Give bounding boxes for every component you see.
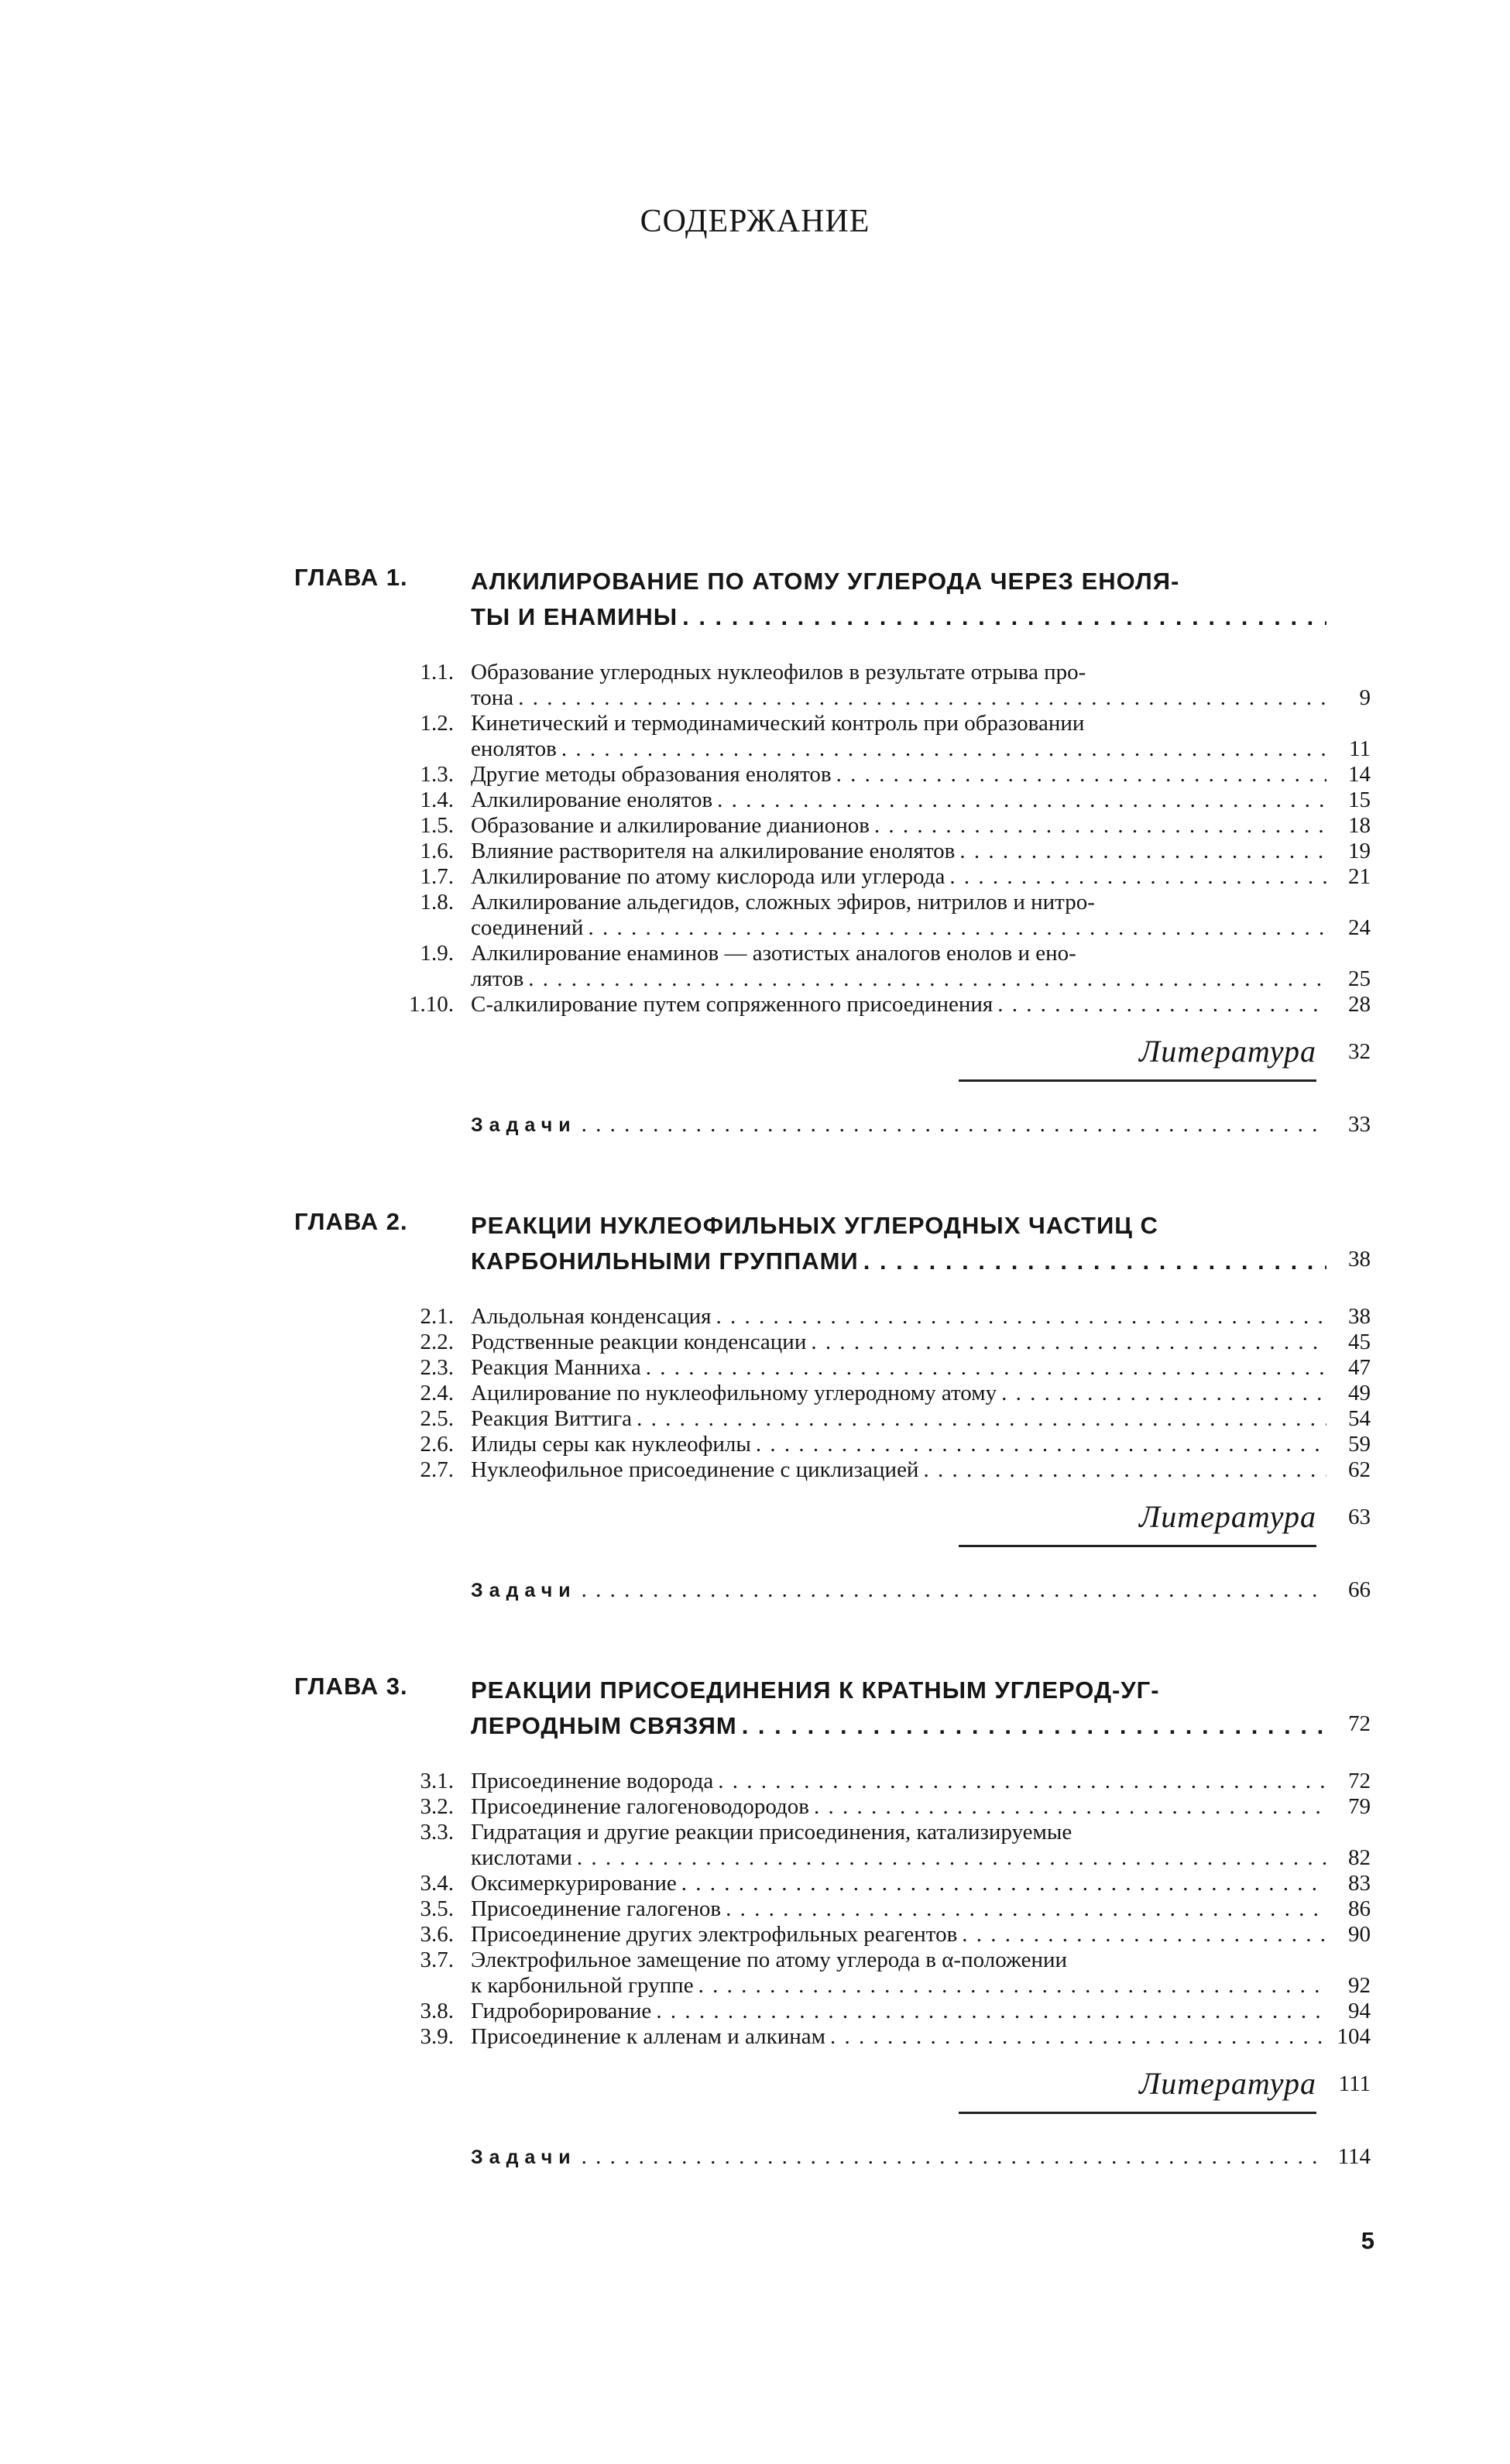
literature-label: Литература bbox=[1139, 1499, 1316, 1534]
entry-line: Альдольная конденсация . . . bbox=[471, 1304, 1326, 1330]
toc-entry bbox=[294, 1330, 1371, 1355]
page-ref: 62 bbox=[1348, 1457, 1371, 1482]
toc-entry bbox=[294, 890, 1371, 941]
entry-line: Алкилирование енолятов . . . bbox=[471, 788, 1326, 813]
page-ref: 82 bbox=[1348, 1845, 1371, 1870]
toc-entry bbox=[294, 1922, 1371, 1948]
section-number: 2.7. bbox=[420, 1457, 454, 1482]
section-number: 3.8. bbox=[420, 1999, 454, 2023]
entry-line: Присоединение к алленам и алкинам . . . bbox=[471, 2024, 1326, 2050]
leader-dots bbox=[859, 1244, 1326, 1279]
page-ref: 92 bbox=[1348, 1973, 1371, 1998]
leader-dots bbox=[557, 736, 1326, 762]
section-number: 3.3. bbox=[420, 1820, 454, 1845]
chapter-3 bbox=[294, 1673, 1371, 2171]
toc-entry bbox=[294, 1896, 1371, 1922]
leader-dots bbox=[825, 2024, 1326, 2050]
entry-line: Реакция Манниха . . . bbox=[471, 1355, 1326, 1381]
toc-entry bbox=[294, 1794, 1371, 1820]
page-ref: 45 bbox=[1348, 1330, 1371, 1354]
toc-entry bbox=[294, 1769, 1371, 1794]
toc-entry bbox=[294, 1381, 1371, 1406]
leader-dots bbox=[806, 1330, 1326, 1355]
entry-line: Другие методы образования енолятов . . . bbox=[471, 762, 1326, 788]
chapter-label: ГЛАВА 2. bbox=[294, 1208, 408, 1235]
toc-entry bbox=[294, 1304, 1371, 1330]
page-ref: 63 bbox=[1348, 1505, 1371, 1529]
literature-row bbox=[294, 1498, 1371, 1554]
section-number: 1.8. bbox=[420, 890, 454, 915]
chapter-title bbox=[471, 1673, 1326, 1744]
toc-entry bbox=[294, 711, 1371, 762]
leader-dots bbox=[572, 1845, 1326, 1871]
page-number: 5 bbox=[1361, 2227, 1374, 2254]
toc-entry bbox=[294, 660, 1371, 711]
leader-dots bbox=[711, 1304, 1326, 1330]
page-ref: 32 bbox=[1348, 1039, 1371, 1064]
toc-entry bbox=[294, 1432, 1371, 1457]
page-ref: 25 bbox=[1348, 966, 1371, 991]
leader-dots bbox=[694, 1973, 1326, 1999]
tasks-label: Задачи bbox=[471, 2147, 577, 2168]
chapter-title bbox=[471, 564, 1326, 635]
literature-row bbox=[294, 2065, 1371, 2121]
leader-dots bbox=[993, 992, 1326, 1018]
entry-line: Образование и алкилирование дианионов . . . bbox=[471, 813, 1326, 839]
entry-line: к карбонильной группе . . . bbox=[471, 1973, 1326, 1999]
chapter-heading bbox=[294, 1673, 1371, 1744]
section-number: 3.9. bbox=[420, 2024, 454, 2049]
entry-line: Электрофильное замещение по атому углерода в α-положении bbox=[471, 1948, 1068, 1972]
literature-label: Литература bbox=[1139, 2066, 1316, 2101]
leader-dots bbox=[577, 1112, 1326, 1138]
chapter-2 bbox=[294, 1208, 1371, 1604]
page-title: СОДЕРЖАНИЕ bbox=[640, 204, 870, 239]
leader-dots bbox=[713, 1769, 1326, 1794]
page-ref: 72 bbox=[1348, 1711, 1371, 1736]
page-ref: 38 bbox=[1348, 1247, 1371, 1271]
page-ref: 47 bbox=[1348, 1355, 1371, 1380]
divider bbox=[959, 1545, 1316, 1547]
entry-line: Алкилирование по атому кислорода или углерода . . . bbox=[471, 864, 1326, 890]
toc-entry bbox=[294, 788, 1371, 813]
page-ref: 94 bbox=[1348, 1999, 1371, 2023]
leader-dots bbox=[632, 1406, 1326, 1432]
page-ref: 54 bbox=[1348, 1406, 1371, 1431]
entry-line: Кинетический и термодинамический контроль при образовании bbox=[471, 711, 1085, 736]
page-ref: 90 bbox=[1348, 1922, 1371, 1947]
entry-line: Нуклеофильное присоединение с циклизацией . . . bbox=[471, 1457, 1326, 1483]
section-number: 1.4. bbox=[420, 788, 454, 812]
page-ref: 83 bbox=[1348, 1871, 1371, 1896]
section-number: 2.3. bbox=[420, 1355, 454, 1380]
tasks-row bbox=[294, 1112, 1371, 1138]
chapter-title-line: КАРБОНИЛЬНЫМИ ГРУППАМИ . . . bbox=[471, 1244, 1326, 1279]
entry-line: соединений . . . bbox=[471, 915, 1326, 941]
leader-dots bbox=[651, 1999, 1326, 2024]
chapter-heading bbox=[294, 564, 1371, 635]
toc-entry bbox=[294, 941, 1371, 992]
section-number: 1.2. bbox=[420, 711, 454, 736]
leader-dots bbox=[677, 1871, 1326, 1896]
leader-dots bbox=[809, 1794, 1326, 1820]
entry-line: тона . . . bbox=[471, 685, 1326, 711]
toc-entry bbox=[294, 1948, 1371, 1999]
literature-label: Литература bbox=[1139, 1034, 1316, 1069]
toc-entry bbox=[294, 992, 1371, 1018]
section-number: 3.2. bbox=[420, 1794, 454, 1819]
leader-dots bbox=[523, 966, 1326, 992]
page-ref: 86 bbox=[1348, 1896, 1371, 1921]
leader-dots bbox=[712, 788, 1326, 813]
section-number: 1.1. bbox=[420, 660, 454, 685]
leader-dots bbox=[997, 1381, 1326, 1406]
page-ref: 114 bbox=[1337, 2144, 1371, 2169]
entry-line: Ацилирование по нуклеофильному углеродному атому . . . bbox=[471, 1381, 1326, 1406]
tasks-row bbox=[294, 2144, 1371, 2171]
divider bbox=[959, 1079, 1316, 1082]
section-number: 2.6. bbox=[420, 1432, 454, 1457]
toc-entry bbox=[294, 1457, 1371, 1483]
section-number: 3.4. bbox=[420, 1871, 454, 1896]
page-ref: 15 bbox=[1348, 788, 1371, 812]
toc-entry bbox=[294, 864, 1371, 890]
section-number: 1.9. bbox=[420, 941, 454, 966]
section-number: 1.3. bbox=[420, 762, 454, 787]
entry-line: Илиды серы как нуклеофилы . . . bbox=[471, 1432, 1326, 1457]
leader-dots bbox=[721, 1896, 1326, 1922]
leader-dots bbox=[957, 1922, 1326, 1948]
entry-line: Присоединение других электрофильных реагентов . . . bbox=[471, 1922, 1326, 1948]
tasks-row bbox=[294, 1577, 1371, 1604]
entry-line: Алкилирование енаминов — азотистых аналогов енолов и ено- bbox=[471, 941, 1076, 966]
chapter-1 bbox=[294, 564, 1371, 1138]
toc-entry bbox=[294, 762, 1371, 788]
chapter-heading bbox=[294, 1208, 1371, 1279]
leader-dots bbox=[577, 1577, 1326, 1603]
leader-dots bbox=[751, 1432, 1326, 1457]
entry-line: Присоединение галогеноводородов . . . bbox=[471, 1794, 1326, 1820]
section-number: 1.6. bbox=[420, 839, 454, 863]
entry-line: Алкилирование альдегидов, сложных эфиров, нитрилов и нитро- bbox=[471, 890, 1095, 915]
chapter-title-line: РЕАКЦИИ ПРИСОЕДИНЕНИЯ К КРАТНЫМ УГЛЕРОД-УГ- bbox=[471, 1676, 1160, 1704]
entry-line: Присоединение водорода . . . bbox=[471, 1769, 1326, 1794]
toc-entry bbox=[294, 2024, 1371, 2050]
leader-dots bbox=[583, 915, 1326, 941]
page-ref: 28 bbox=[1348, 992, 1371, 1017]
section-number: 3.6. bbox=[420, 1922, 454, 1947]
leader-dots bbox=[577, 2144, 1326, 2170]
page-ref: 9 bbox=[1359, 685, 1371, 710]
chapter-label: ГЛАВА 3. bbox=[294, 1673, 408, 1700]
page-ref: 21 bbox=[1348, 864, 1371, 889]
entry-line: Влияние растворителя на алкилирование енолятов . . . bbox=[471, 839, 1326, 864]
leader-dots bbox=[832, 762, 1326, 788]
page-ref: 72 bbox=[1348, 1769, 1371, 1793]
section-number: 1.10. bbox=[409, 992, 454, 1017]
entry-line: Реакция Виттига . . . bbox=[471, 1406, 1326, 1432]
page-ref: 11 bbox=[1349, 736, 1371, 761]
section-number: 2.5. bbox=[420, 1406, 454, 1431]
section-number: 2.2. bbox=[420, 1330, 454, 1354]
chapter-title-line: РЕАКЦИИ НУКЛЕОФИЛЬНЫХ УГЛЕРОДНЫХ ЧАСТИЦ С bbox=[471, 1212, 1158, 1239]
entry-line: лятов . . . bbox=[471, 966, 1326, 992]
entry-line: Образование углеродных нуклеофилов в результате отрыва про- bbox=[471, 660, 1086, 685]
tasks-label: Задачи bbox=[471, 1114, 577, 1136]
leader-dots bbox=[737, 1708, 1326, 1744]
section-number: 2.1. bbox=[420, 1304, 454, 1329]
section-number: 3.5. bbox=[420, 1896, 454, 1921]
page-ref: 111 bbox=[1338, 2071, 1371, 2096]
toc-entry bbox=[294, 1820, 1371, 1871]
page-ref: 24 bbox=[1348, 915, 1371, 940]
chapter-title-line: АЛКИЛИРОВАНИЕ ПО АТОМУ УГЛЕРОДА ЧЕРЕЗ ЕНОЛЯ- bbox=[471, 568, 1180, 595]
page-ref: 59 bbox=[1348, 1432, 1371, 1457]
chapter-title bbox=[471, 1208, 1326, 1279]
entry-line: Гидратация и другие реакции присоединения, катализируемые bbox=[471, 1820, 1072, 1845]
toc-entry bbox=[294, 839, 1371, 864]
entry-line: енолятов . . . bbox=[471, 736, 1326, 762]
entry-line: С-алкилирование путем сопряженного присоединения . . . bbox=[471, 992, 1326, 1018]
leader-dots bbox=[945, 864, 1326, 890]
page-ref: 38 bbox=[1348, 1304, 1371, 1329]
chapter-label: ГЛАВА 1. bbox=[294, 564, 408, 591]
entry-line: Присоединение галогенов . . . bbox=[471, 1896, 1326, 1922]
tasks-label: Задачи bbox=[471, 1580, 577, 1601]
section-number: 1.7. bbox=[420, 864, 454, 889]
entry-line: Гидроборирование . . . bbox=[471, 1999, 1326, 2024]
page-ref: 18 bbox=[1348, 813, 1371, 838]
leader-dots bbox=[678, 599, 1326, 635]
page-ref: 14 bbox=[1348, 762, 1371, 787]
page-ref: 33 bbox=[1348, 1112, 1371, 1137]
page-ref: 19 bbox=[1348, 839, 1371, 863]
toc-entry bbox=[294, 813, 1371, 839]
toc-entry bbox=[294, 1871, 1371, 1896]
chapter-title-line: ТЫ И ЕНАМИНЫ . . . bbox=[471, 599, 1326, 635]
section-number: 1.5. bbox=[420, 813, 454, 838]
leader-dots bbox=[641, 1355, 1326, 1381]
section-number: 3.7. bbox=[420, 1948, 454, 1972]
leader-dots bbox=[918, 1457, 1326, 1483]
entry-line: Оксимеркурирование . . . bbox=[471, 1871, 1326, 1896]
literature-row bbox=[294, 1033, 1371, 1089]
divider bbox=[959, 2112, 1316, 2114]
chapter-title-line: ЛЕРОДНЫМ СВЯЗЯМ . . . bbox=[471, 1708, 1326, 1744]
leader-dots bbox=[870, 813, 1326, 839]
toc-entry bbox=[294, 1406, 1371, 1432]
page-ref: 66 bbox=[1348, 1577, 1371, 1602]
section-number: 3.1. bbox=[420, 1769, 454, 1793]
entry-line: кислотами . . . bbox=[471, 1845, 1326, 1871]
section-number: 2.4. bbox=[420, 1381, 454, 1405]
page-ref: 104 bbox=[1337, 2024, 1371, 2049]
toc-entry bbox=[294, 1999, 1371, 2024]
leader-dots bbox=[513, 685, 1326, 711]
leader-dots bbox=[955, 839, 1326, 864]
page-ref: 49 bbox=[1348, 1381, 1371, 1405]
toc-entry bbox=[294, 1355, 1371, 1381]
entry-line: Родственные реакции конденсации . . . bbox=[471, 1330, 1326, 1355]
page-ref: 79 bbox=[1348, 1794, 1371, 1819]
